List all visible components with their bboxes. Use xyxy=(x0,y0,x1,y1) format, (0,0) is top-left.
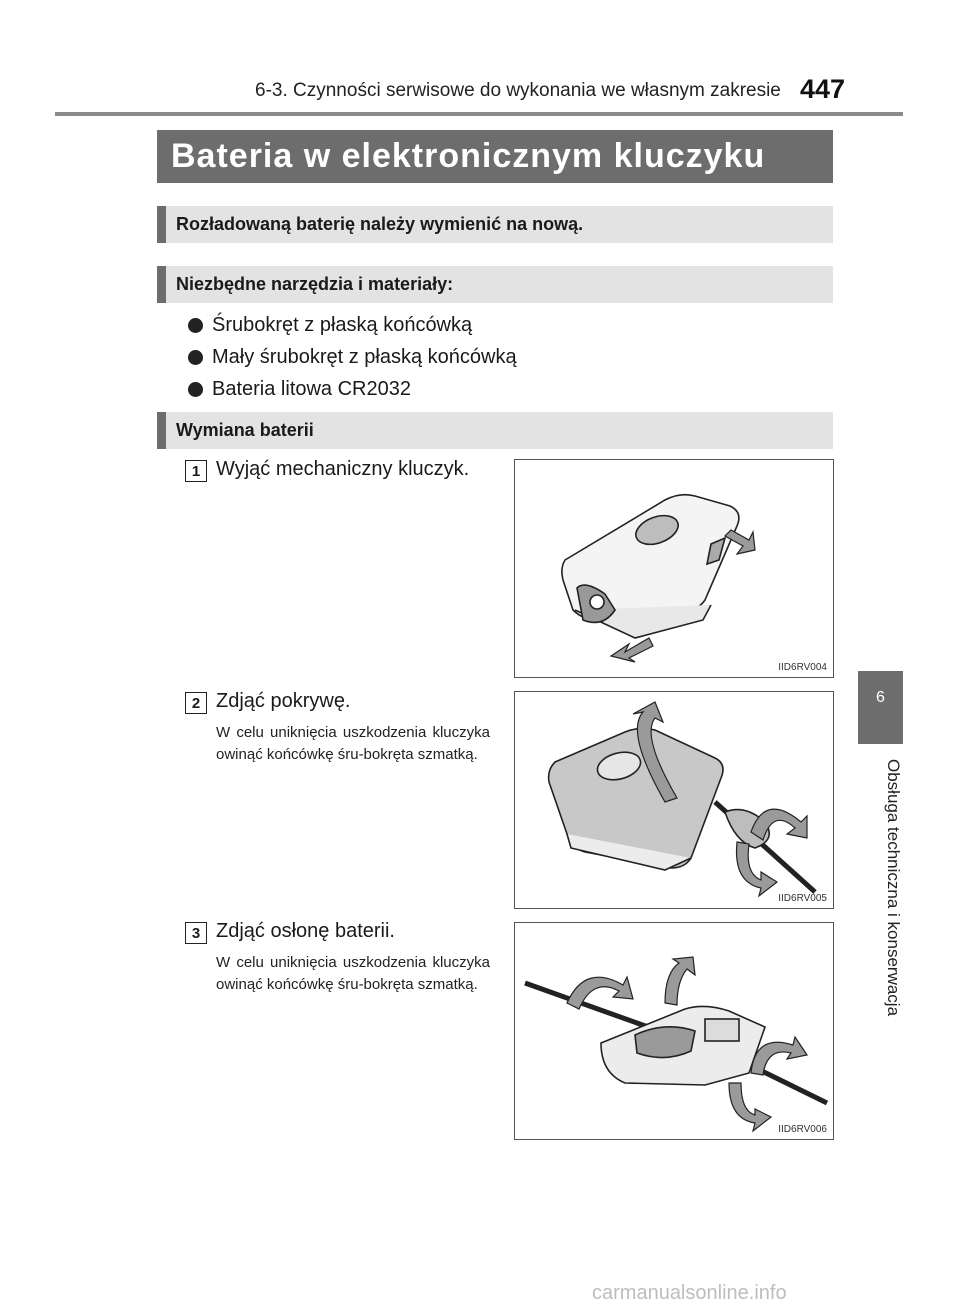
figure-remove-battery-cover xyxy=(514,922,834,1140)
step-text: Zdjąć osłonę baterii. xyxy=(216,920,395,942)
step-number: 3 xyxy=(185,922,207,944)
bullet-icon xyxy=(188,382,203,397)
step-note: W celu uniknięcia uszkodzenia kluczyka owinąć końcówkę śru-bokręta szmatką. xyxy=(216,954,490,993)
intro-bar: Rozładowaną baterię należy wymienić na nową. xyxy=(157,206,833,243)
chapter-label: Obsługa techniczna i konserwacja xyxy=(884,759,903,1017)
tools-heading: Niezbędne narzędzia i materiały: xyxy=(157,266,833,303)
bullet-icon xyxy=(188,318,203,333)
replacement-heading: Wymiana baterii xyxy=(157,412,833,449)
key-fob-cover-illustration xyxy=(515,692,833,908)
watermark: carmanualsonline.info xyxy=(592,1282,787,1304)
figure-code: IID6RV005 xyxy=(778,893,827,904)
header-rule xyxy=(55,112,903,116)
tool-item-label: Mały śrubokręt z płaską końcówką xyxy=(212,346,517,368)
tool-item-label: Bateria litowa CR2032 xyxy=(212,378,411,400)
page-number: 447 xyxy=(800,74,846,104)
tool-item-label: Śrubokręt z płaską końcówką xyxy=(212,314,473,336)
key-fob-illustration xyxy=(515,460,833,677)
step-text: Wyjąć mechaniczny kluczyk. xyxy=(216,458,470,480)
figure-remove-mechanical-key xyxy=(514,459,834,678)
bullet-icon xyxy=(188,350,203,365)
running-header: 6-3. Czynności serwisowe do wykonania we własnym zakresie xyxy=(255,80,781,101)
step-number: 1 xyxy=(185,460,207,482)
step-note: W celu uniknięcia uszkodzenia kluczyka owinąć końcówkę śru-bokręta szmatką. xyxy=(216,724,490,763)
chapter-tab: 6 xyxy=(858,671,903,744)
battery-cover-illustration xyxy=(515,923,833,1139)
list-item xyxy=(188,314,472,337)
list-item xyxy=(188,378,411,401)
figure-code: IID6RV004 xyxy=(778,662,827,673)
page-title: Bateria w elektronicznym kluczyku xyxy=(157,130,833,183)
figure-remove-cover xyxy=(514,691,834,909)
step-number: 2 xyxy=(185,692,207,714)
figure-code: IID6RV006 xyxy=(778,1124,827,1135)
list-item xyxy=(188,346,517,369)
step-text: Zdjąć pokrywę. xyxy=(216,690,351,712)
